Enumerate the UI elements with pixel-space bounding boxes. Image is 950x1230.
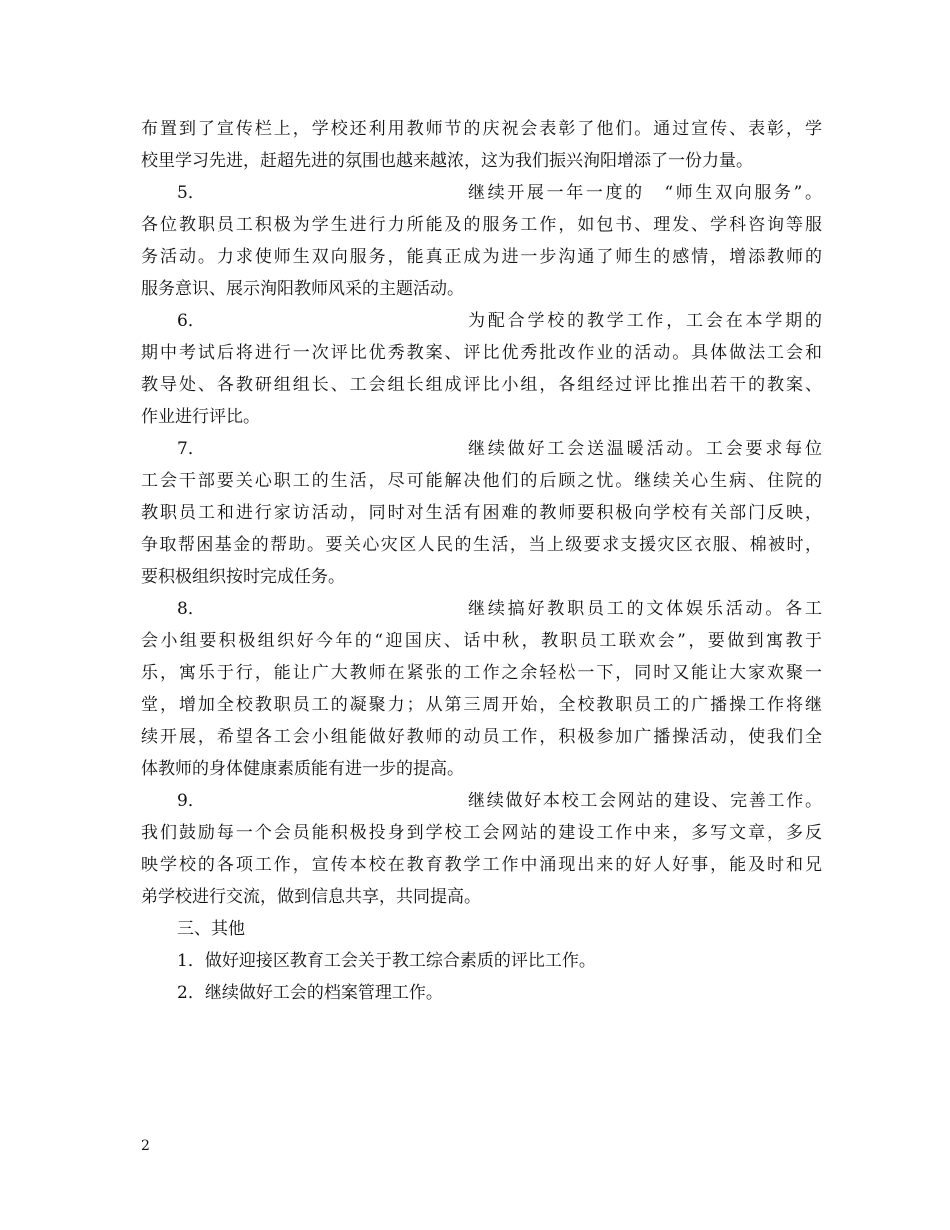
item-text: 继续搞好教职员工的文体娱乐活动。各工 <box>468 599 822 619</box>
intro-line: 布置到了宣传栏上，学校还利用教师节的庆祝会表彰了他们。通过宣传、表彰，学 <box>141 119 822 139</box>
section-heading: 三、其他 <box>177 919 245 939</box>
item-text: 为配合学校的教学工作，工会在本学期的 <box>468 311 822 331</box>
item-number: 6． <box>177 311 205 331</box>
section-item: 2．继续做好工会的档案管理工作。 <box>177 983 443 1003</box>
paragraph-line: 各位教职员工积极为学生进行力所能及的服务工作，如包书、理发、学科咨询等服 <box>141 215 822 235</box>
item-8-first-line <box>141 593 822 625</box>
paragraph-line: 映学校的各项工作，宣传本校在教育教学工作中涌现出来的好人好事，能及时和兄 <box>141 855 822 875</box>
intro-line: 校里学习先进，赶超先进的氛围也越来越浓，这为我们振兴洵阳增添了一份力量。 <box>141 151 753 171</box>
paragraph-line: 期中考试后将进行一次评比优秀教案、评比优秀批改作业的活动。具体做法工会和 <box>141 343 822 363</box>
item-text: 继续做好工会送温暖活动。工会要求每位 <box>468 439 822 459</box>
paragraph-line: 体教师的身体健康素质能有进一步的提高。 <box>141 759 464 779</box>
item-text: 继续开展一年一度的 “师生双向服务”。 <box>468 183 822 203</box>
item-text: 继续做好本校工会网站的建设、完善工作。 <box>468 791 822 811</box>
paragraph-line: 务活动。力求使师生双向服务，能真正成为进一步沟通了师生的感情，增添教师的 <box>141 247 822 267</box>
paragraph-line: 我们鼓励每一个会员能积极投身到学校工会网站的建设工作中来，多写文章，多反 <box>141 823 822 843</box>
body-text <box>141 113 822 1009</box>
paragraph-line: 续开展，希望各工会小组能做好教师的动员工作，积极参加广播操活动，使我们全 <box>141 727 822 747</box>
item-7-first-line <box>141 433 822 465</box>
paragraph-line: 弟学校进行交流，做到信息共享，共同提高。 <box>141 887 481 907</box>
paragraph-line: 作业进行评比。 <box>141 407 260 427</box>
item-6-first-line <box>141 305 822 337</box>
paragraph-line: 争取帮困基金的帮助。要关心灾区人民的生活，当上级要求支援灾区衣服、棉被时， <box>141 535 822 555</box>
page-number: 2 <box>141 1138 150 1154</box>
paragraph-line: 要积极组织按时完成任务。 <box>141 567 345 587</box>
item-number: 7． <box>177 439 205 459</box>
section-item: 1．做好迎接区教育工会关于教工综合素质的评比工作。 <box>177 951 596 971</box>
paragraph-line: 乐，寓乐于行，能让广大教师在紧张的工作之余轻松一下，同时又能让大家欢聚一 <box>141 663 822 683</box>
paragraph-line: 教导处、各教研组组长、工会组长组成评比小组，各组经过评比推出若干的教案、 <box>141 375 822 395</box>
item-5-first-line <box>141 177 822 209</box>
paragraph-line: 教职员工和进行家访活动，同时对生活有困难的教师要积极向学校有关部门反映， <box>141 503 822 523</box>
item-number: 8． <box>177 599 205 619</box>
paragraph-line: 堂，增加全校教职员工的凝聚力；从第三周开始，全校教职员工的广播操工作将继 <box>141 695 822 715</box>
paragraph-line: 服务意识、展示洵阳教师风采的主题活动。 <box>141 279 464 299</box>
item-number: 5． <box>177 183 205 203</box>
paragraph-line: 工会干部要关心职工的生活，尽可能解决他们的后顾之忧。继续关心生病、住院的 <box>141 471 822 491</box>
item-9-first-line <box>141 785 822 817</box>
paragraph-line: 会小组要积极组织好今年的“迎国庆、话中秋，教职员工联欢会”，要做到寓教于 <box>141 631 822 651</box>
item-number: 9． <box>177 791 205 811</box>
